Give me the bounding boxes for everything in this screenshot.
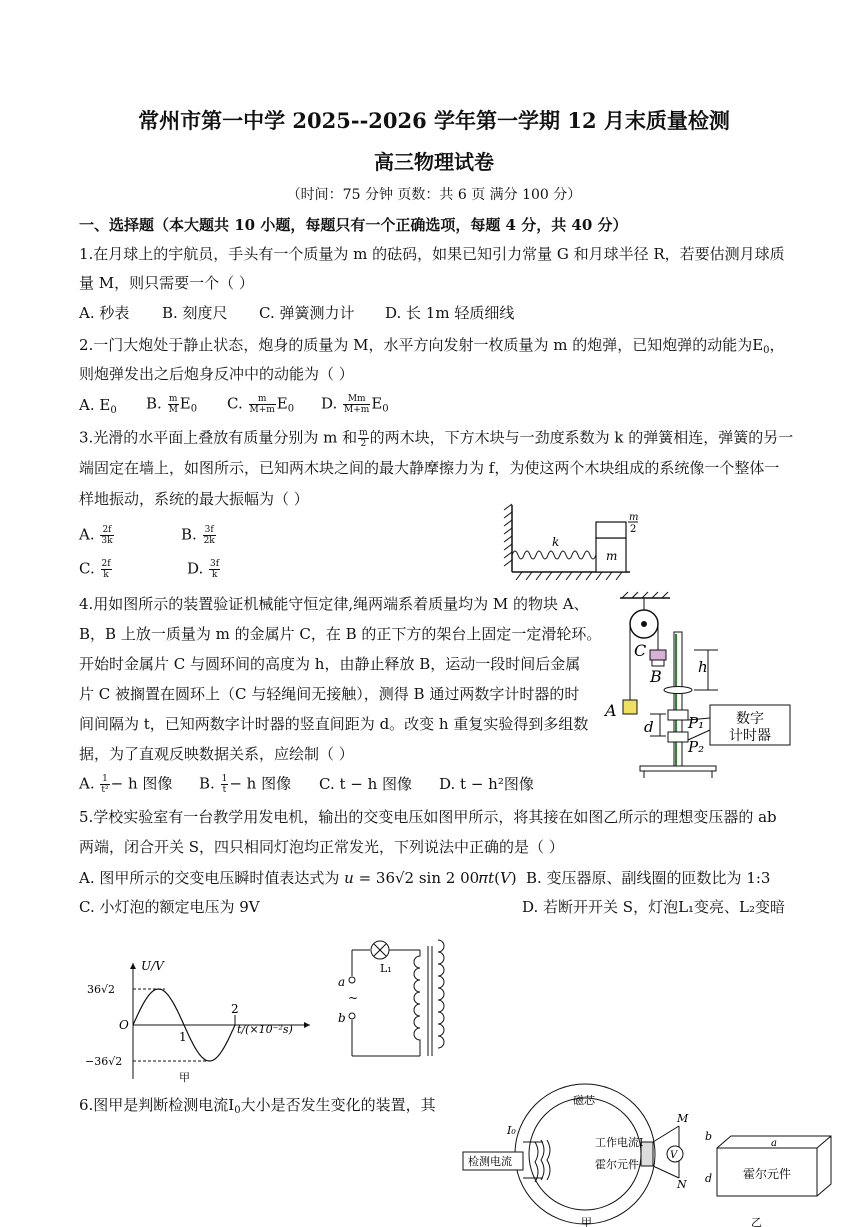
q4-fig-p2: P₂: [688, 738, 705, 756]
q3-stem-line3: 样地振动，系统的最大振幅为（ ）: [79, 490, 309, 508]
section-heading: 一、选择题（本大题共 10 小题，每题只有一个正确选项，每题 4 分，共 40 分）: [79, 216, 628, 234]
q5-circuit-b: b: [338, 1011, 346, 1025]
q4-stem-line6: 据，为了直观反映数据关系，应绘制（ ）: [79, 745, 354, 763]
q5-circuit-a: a: [338, 975, 346, 989]
q5-stem-line1: 5.学校实验室有一台教学用发电机，输出的交变电压如图甲所示，将其接在如图乙所示的理想变压器的 ab: [79, 808, 777, 826]
q6-fig-a: a: [771, 1138, 777, 1149]
q1-option-c: C. 弹簧测力计: [259, 304, 355, 322]
q4-option-a: A. $\frac{1}{\text{t²}}$ − h 图像: [79, 774, 173, 795]
q6-fig-d: d: [705, 1172, 713, 1185]
q1-option-b: B. 刻度尺: [162, 304, 228, 322]
q4-option-c: C. t − h 图像: [319, 775, 413, 793]
exam-meta: （时间：75 分钟 页数：共 6 页 满分 100 分）: [286, 187, 582, 203]
q6-fig-m: M: [677, 1112, 689, 1125]
q5-circuit-l1: L₁: [380, 962, 392, 975]
q5-option-a: A. 图甲所示的交变电压瞬时值表达式为 𝑢 = 36√2 sin 2 00𝜋𝑡(𝑉): [79, 869, 517, 887]
q5-graph-top: 36√2: [87, 983, 116, 996]
q4-stem-line2: B，B 上放一质量为 m 的金属片 C，在 B 的正下方的架台上固定一定滑轮环。: [79, 625, 602, 643]
q5-graph-tick-1: 1: [179, 1030, 187, 1044]
q2-stem-line2: 则炮弹发出之后炮身反冲中的动能为（ ）: [79, 365, 354, 383]
q4-fig-a: A: [605, 701, 617, 720]
q6-hall-figure: [455, 1082, 835, 1227]
q5-option-b: B. 变压器原、副线圈的匝数比为 1:3: [526, 869, 771, 887]
q4-fig-c: C: [634, 641, 647, 660]
q5-graph-origin: O: [119, 1018, 129, 1032]
q2-option-b: B. $\frac{m}{M}$ $E_0$: [146, 394, 198, 415]
q4-stem-line4: 片 C 被搁置在圆环上（C 与轻绳间无接触），测得 B 通过两数字计时器的时: [79, 685, 580, 703]
q1-option-d: D. 长 1m 轻质细线: [385, 304, 515, 322]
q5-graph-u-label: U/V: [141, 959, 164, 973]
q5-stem-line2: 两端，闭合开关 S，四只相同灯泡均正常发光，下列说法中正确的是（ ）: [79, 838, 564, 856]
q5-transformer-circuit: [330, 930, 450, 1060]
q3-fig-top-num: m: [629, 512, 639, 523]
q5-graph-t-label: t/(×10⁻²s): [237, 1023, 293, 1036]
q3-stem-line2: 端固定在墙上，如图所示，已知两木块之间的最大静摩擦力为 f，为使这两个木块组成的系统像一个整体一: [79, 459, 780, 477]
q4-fig-h: h: [698, 658, 708, 676]
q6-fig-hall: 霍尔元件: [595, 1158, 639, 1171]
q2-stem-line1: 2.一门大炮处于静止状态，炮身的质量为 M，水平方向发射一枚质量为 m 的炮弹，已知炮弹的动能为$E_0$，: [79, 336, 785, 356]
q6-fig-i0: I₀: [507, 1124, 516, 1137]
q1-option-a: A. 秒表: [79, 304, 130, 322]
q6-fig-jia: 甲: [581, 1216, 592, 1227]
q4-fig-timer-line2: 计时器: [729, 728, 771, 744]
q3-fig-k: k: [552, 535, 560, 549]
q4-fig-timer-line1: 数字: [736, 711, 764, 727]
q5-graph-tick-2: 2: [231, 1002, 239, 1016]
q4-fig-p1: P₁: [688, 714, 705, 732]
q4-stem-line1: 4.用如图所示的装置验证机械能守恒定律,绳两端系着质量均为 M 的物块 A、: [79, 595, 589, 613]
q6-fig-n: N: [677, 1178, 687, 1191]
q6-fig-yi: 乙: [751, 1216, 762, 1227]
q4-stem-line3: 开始时金属片 C 与圆环间的高度为 h，由静止释放 B，运动一段时间后金属: [79, 655, 581, 673]
q6-fig-detect: 检测电流: [468, 1155, 512, 1168]
q4-fig-b: B: [650, 667, 662, 686]
q2-option-c: C. $\frac{m}{M+m}$ $E_0$: [227, 394, 295, 415]
q1-stem-line1: 1.在月球上的宇航员，手头有一个质量为 m 的砝码，如果已知引力常量 G 和月球半径 R，若要估测月球质: [79, 245, 785, 263]
q3-stem-line1: 3.光滑的水平面上叠放有质量分别为 m 和 $\frac{m}{2}$ 的两木块，下方木块与一劲度系数为 k 的弹簧相连，弹簧的另一: [79, 428, 794, 449]
q5-voltage-graph: [85, 955, 315, 1085]
q2-option-d: D. $\frac{Mm}{M+m}$ $E_0$: [321, 394, 389, 415]
q5-option-c: C. 小灯泡的额定电压为 9V: [79, 898, 260, 916]
page-title: 常州市第一中学 2025--2026 学年第一学期 12 月末质量检测: [138, 108, 730, 133]
q3-option-c: C. $\frac{2f}{k}$: [79, 559, 111, 580]
q5-graph-caption: 甲: [179, 1071, 190, 1084]
q5-graph-bottom: −36√2: [85, 1055, 123, 1068]
q3-option-d: D. $\frac{3f}{k}$: [187, 559, 220, 580]
q4-apparatus-figure: [600, 590, 796, 782]
page-subtitle: 高三物理试卷: [374, 150, 494, 174]
q3-fig-m: m: [606, 549, 618, 563]
q4-option-d: D. t − h²图像: [439, 775, 534, 793]
q4-stem-line5: 间间隔为 t，已知两数字计时器的竖直间距为 d。改变 h 重复实验得到多组数: [79, 715, 589, 733]
q4-option-b: B. $\frac{1}{t}$ − h 图像: [199, 774, 292, 795]
q4-fig-d: d: [644, 718, 654, 736]
q3-spring-figure: [500, 500, 650, 582]
q6-fig-hall2: 霍尔元件: [743, 1167, 792, 1181]
q6-fig-work: 工作电流I: [595, 1136, 644, 1149]
q3-option-a: A. $\frac{2f}{3k}$: [79, 525, 113, 546]
q6-fig-v: V: [670, 1150, 678, 1161]
q2-option-a: A. $E_0$: [79, 396, 117, 416]
q6-fig-b: b: [705, 1130, 713, 1143]
q3-fig-top-den: 2: [630, 524, 637, 535]
q5-option-d: D. 若断开开关 S，灯泡L₁变亮、L₂变暗: [522, 898, 786, 916]
q3-option-b: B. $\frac{3f}{2k}$: [181, 525, 215, 546]
q5-circuit-tilde: ~: [348, 991, 359, 1005]
q1-stem-line2: 量 M，则只需要一个（ ）: [79, 274, 254, 292]
q6-stem-line1: 6.图甲是判断检测电流$I_0$大小是否发生变化的装置，其: [79, 1096, 436, 1116]
q6-fig-core: 磁芯: [573, 1094, 595, 1107]
